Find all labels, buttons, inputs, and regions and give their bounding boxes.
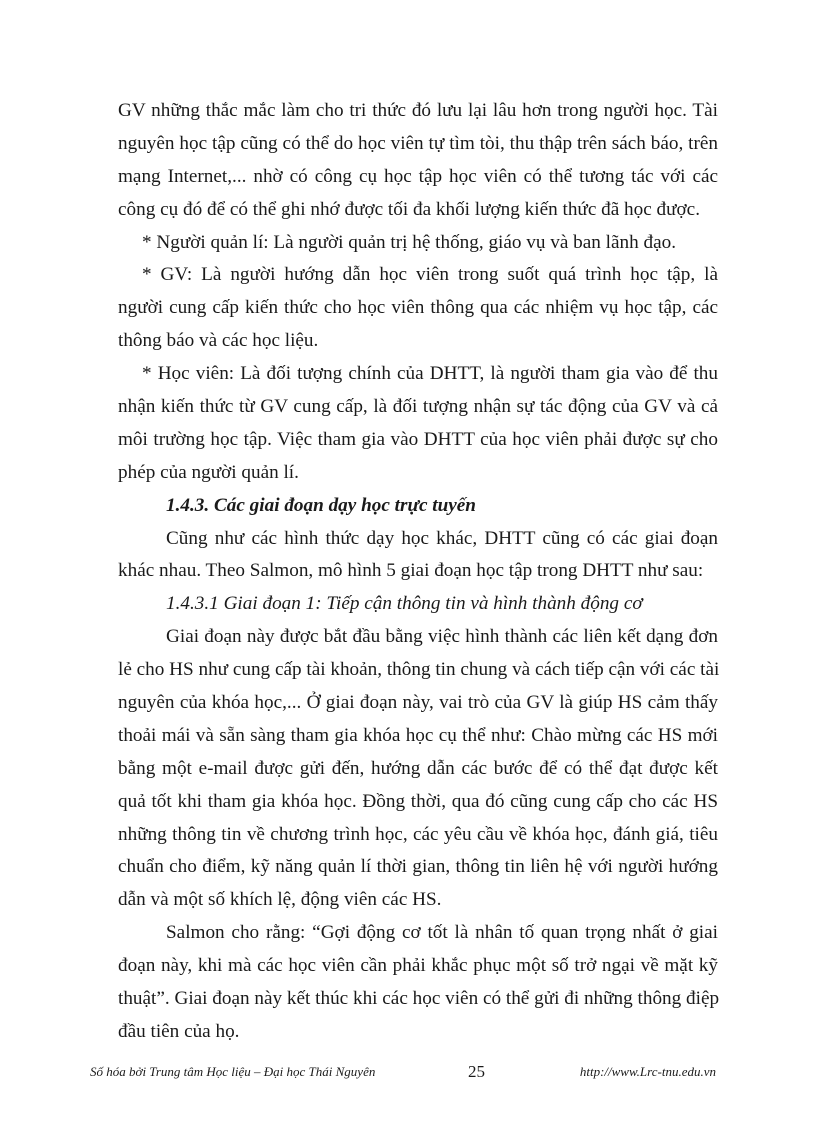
paragraph-line: Giai đoạn này được bắt đầu bằng việc hình thành các liên kết dạng đơn xyxy=(166,626,718,648)
paragraph-line: GV những thắc mắc làm cho tri thức đó lưu lại lâu hơn trong người học. Tài xyxy=(118,100,718,121)
paragraph-line: mạng Internet,... nhờ có công cụ học tập học viên có thể tương tác với các xyxy=(118,165,718,187)
paragraph-line: người cung cấp kiến thức cho học viên thông qua các nhiệm vụ học tập, các xyxy=(118,297,718,319)
paragraph-line: * Học viên: Là đối tượng chính của DHTT, là người tham gia vào để thu xyxy=(142,363,718,385)
subsection-heading: 1.4.3.1 Giai đoạn 1: Tiếp cận thông tin và hình thành động cơ xyxy=(166,593,643,615)
paragraph-line: phép của người quản lí. xyxy=(118,461,299,483)
paragraph-line: nguyên của khóa học,... Ở giai đoạn này, vai trò của GV là giúp HS cảm thấy xyxy=(118,692,718,714)
paragraph-line: chuẩn cho điểm, kỹ năng quản lí thời gian, thông tin liên hệ với người hướng xyxy=(118,856,718,878)
paragraph-line: quả tốt khi tham gia khóa học. Đồng thời, qua đó cũng cung cấp cho các HS xyxy=(118,790,718,812)
paragraph-line: công cụ đó để có thể ghi nhớ được tối đa khối lượng kiến thức đã học được. xyxy=(118,198,700,220)
paragraph-line: khác nhau. Theo Salmon, mô hình 5 giai đoạn học tập trong DHTT như sau: xyxy=(118,560,704,582)
paragraph-line: * Người quản lí: Là người quản trị hệ thống, giáo vụ và ban lãnh đạo. xyxy=(142,231,676,253)
footer-url: http://www.Lrc-tnu.edu.vn xyxy=(579,1064,716,1079)
paragraph-line: Salmon cho rằng: “Gợi động cơ tốt là nhân tố quan trọng nhất ở giai xyxy=(166,922,718,944)
paragraph-line: thông báo và các học liệu. xyxy=(118,330,319,352)
paragraph-line: bằng một e-mail được gửi đến, hướng dẫn các bước để có thể đạt được kết xyxy=(118,757,718,779)
footer-source: Số hóa bởi Trung tâm Học liệu – Đại học Thái Nguyên xyxy=(90,1064,376,1079)
paragraph-line: Cũng như các hình thức dạy học khác, DHTT cũng có các giai đoạn xyxy=(166,527,718,549)
paragraph-line: nguyên học tập cũng có thể do học viên tự tìm tòi, thu thập trên sách báo, trên xyxy=(118,132,718,154)
page-number: 25 xyxy=(468,1062,485,1081)
paragraph-line: đầu tiên của họ. xyxy=(118,1020,240,1042)
document-body xyxy=(118,95,718,1049)
paragraph-line: nhận kiến thức từ GV cung cấp, là đối tượng nhận sự tác động của GV và cả xyxy=(118,396,718,418)
paragraph-line: * GV: Là người hướng dẫn học viên trong suốt quá trình học tập, là xyxy=(142,264,718,286)
paragraph-line: dẫn và một số khích lệ, động viên các HS. xyxy=(118,889,442,911)
paragraph-line: thuật”. Giai đoạn này kết thúc khi các học viên có thể gửi đi những thông điệp xyxy=(118,988,720,1010)
section-heading: 1.4.3. Các giai đoạn dạy học trực tuyến xyxy=(166,494,476,516)
paragraph-line: thoải mái và sẵn sàng tham gia khóa học cụ thể như: Chào mừng các HS mới xyxy=(118,724,718,746)
paragraph-line: lẻ cho HS như cung cấp tài khoản, thông tin chung và cách tiếp cận với các tài xyxy=(118,659,720,681)
paragraph-line: đoạn này, khi mà các học viên cần phải khắc phục một số trở ngại về mặt kỹ xyxy=(118,955,718,977)
paragraph-line: môi trường học tập. Việc tham gia vào DHTT của học viên phải được sự cho xyxy=(118,428,718,450)
page-footer xyxy=(90,1062,718,1082)
paragraph-line: những thông tin về chương trình học, các yêu cầu về khóa học, đánh giá, tiêu xyxy=(118,823,718,845)
